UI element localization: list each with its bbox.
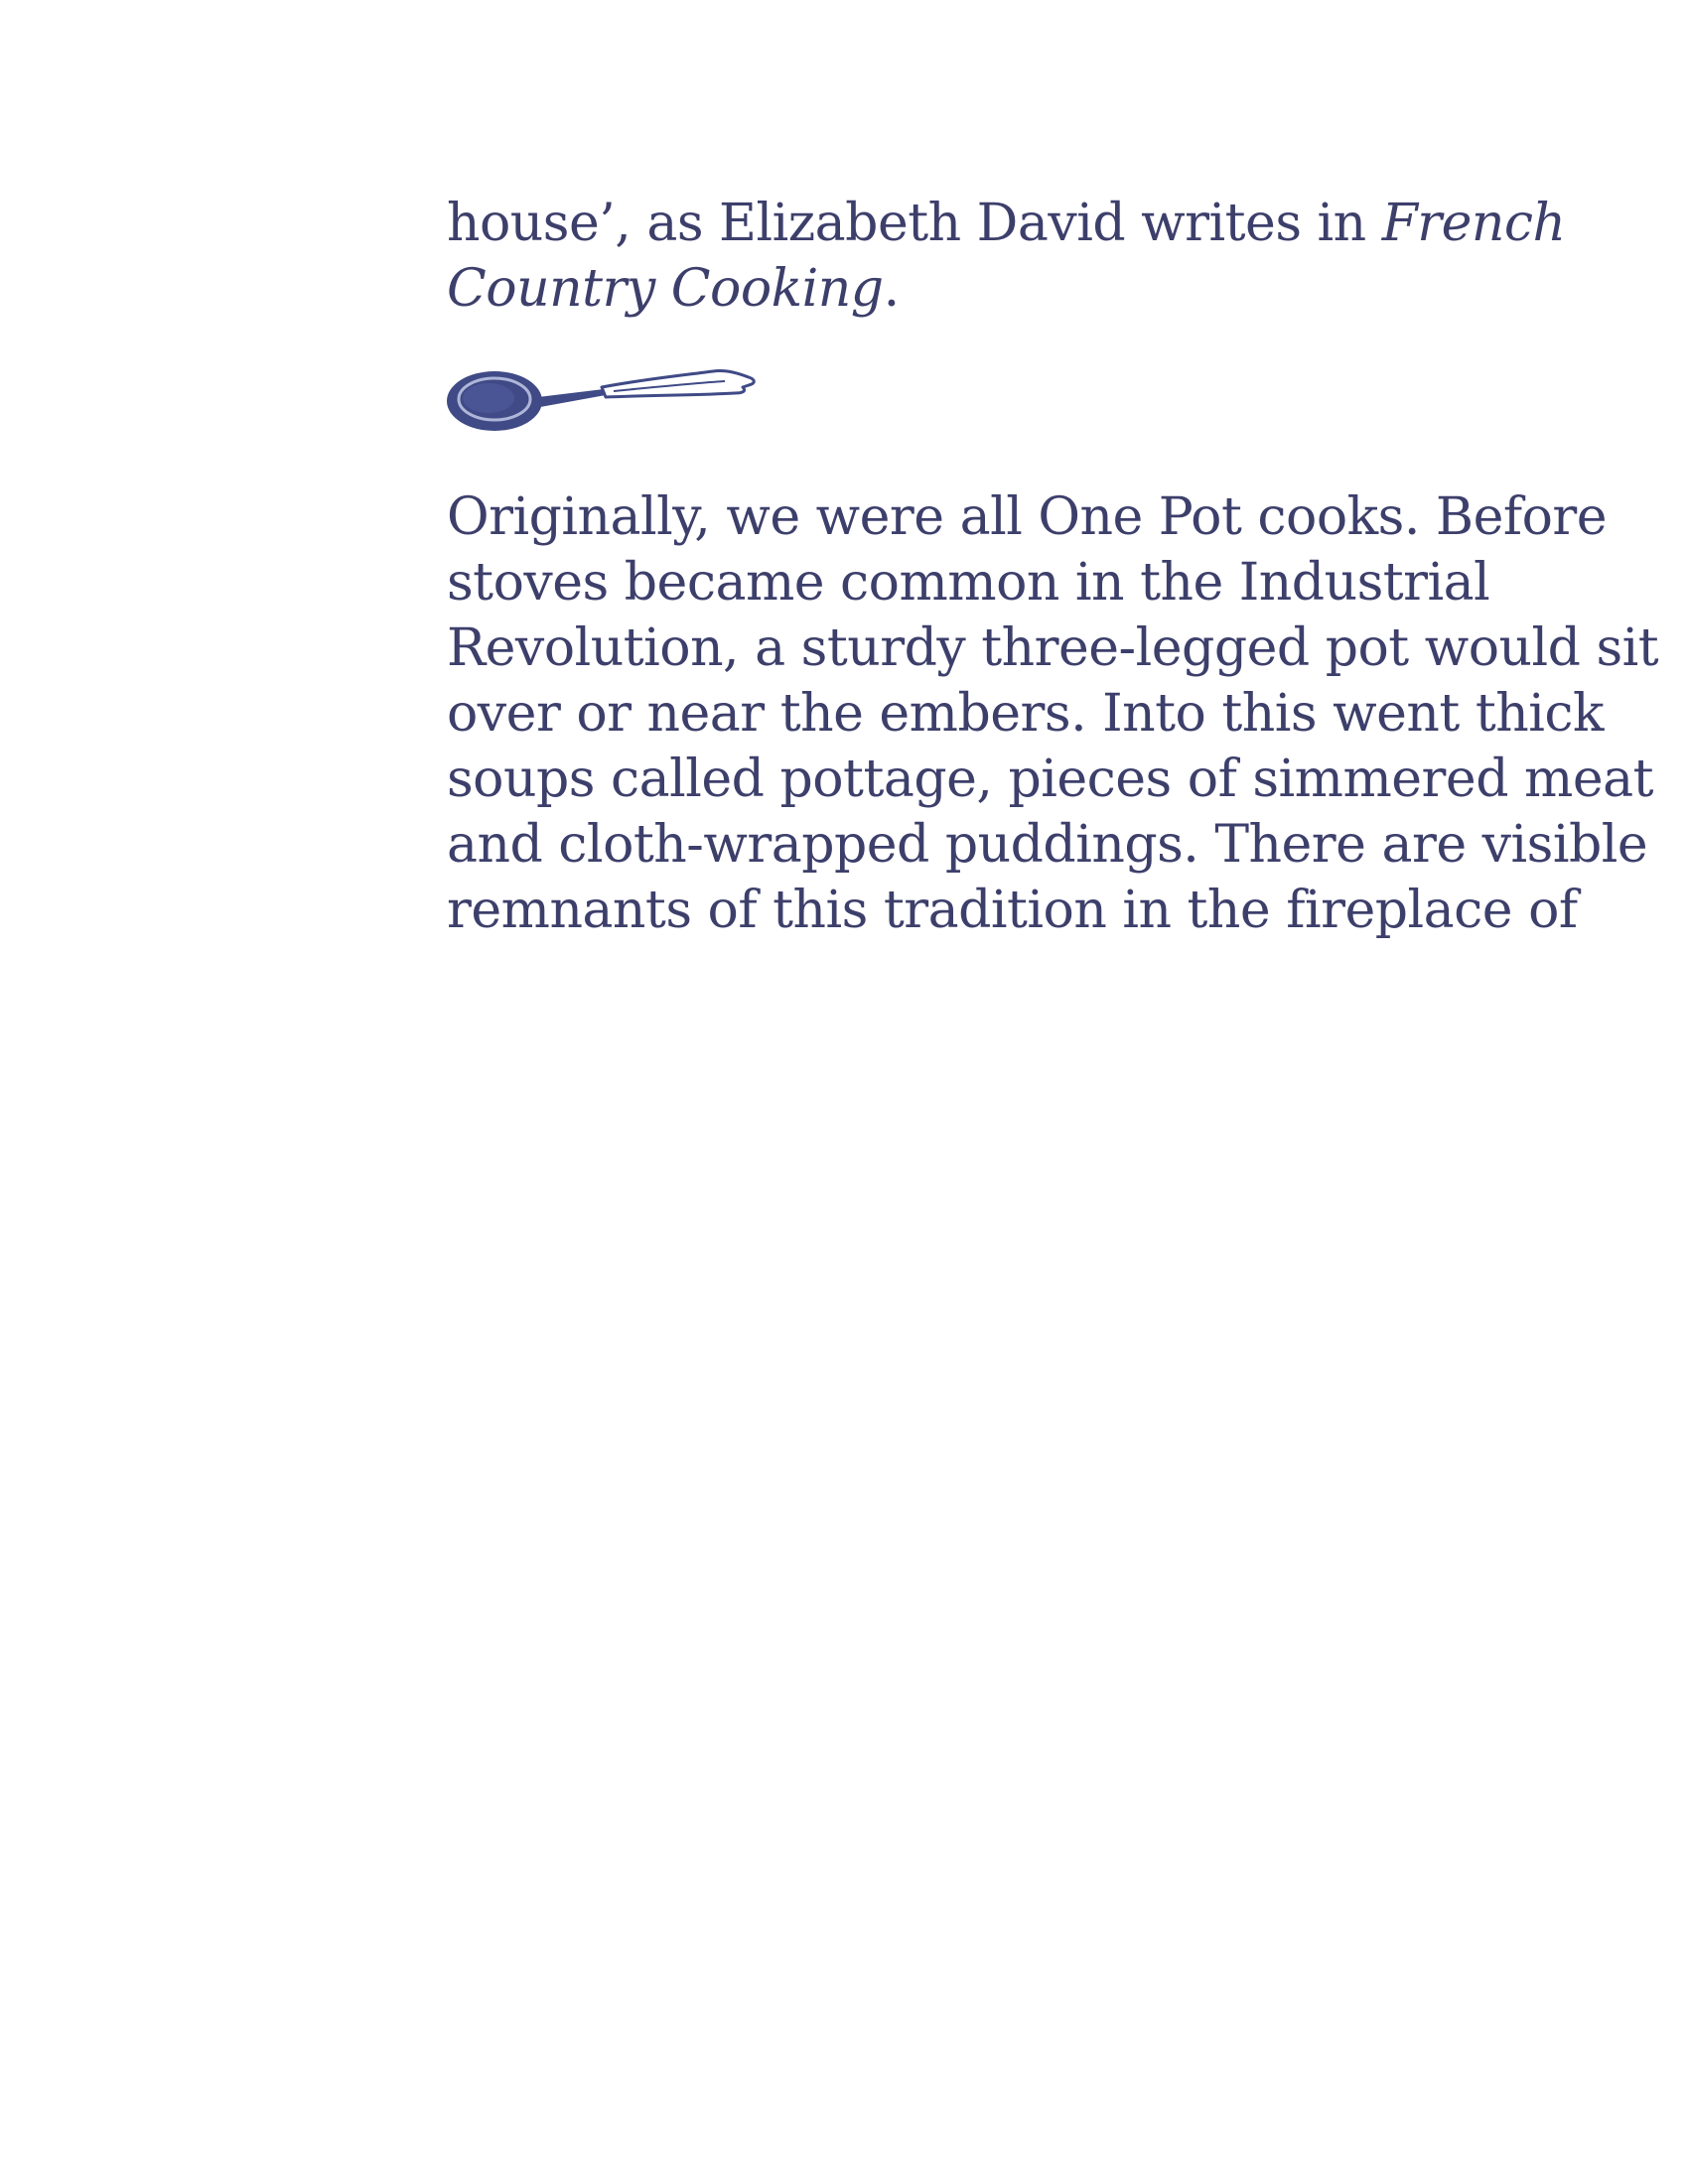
book-title-part-2: Country Cooking [447,259,884,319]
body-line: soups called pottage, pieces of simmered meat [447,750,1653,809]
top-passage-line-1-text: house’, as Elizabeth David writes in [447,194,1382,253]
book-title-part-1: French [1381,194,1566,253]
body-line: remnants of this tradition in the fireplace of [447,881,1578,940]
top-passage-line-2-end: . [883,259,900,319]
top-passage-line-1 [447,191,1566,256]
body-line: and cloth-wrapped puddings. There are visible [447,815,1648,875]
top-passage [447,191,1566,322]
body-line: Originally, we were all One Pot cooks. Before [447,487,1608,547]
spoon-icon [445,365,759,437]
body-passage [447,484,1659,943]
body-line: stoves became common in the Industrial [447,553,1490,613]
top-passage-line-2 [447,256,1479,322]
body-line: Revolution, a sturdy three-legged pot would sit [447,618,1659,678]
body-line: over or near the embers. Into this went thick [447,684,1604,744]
